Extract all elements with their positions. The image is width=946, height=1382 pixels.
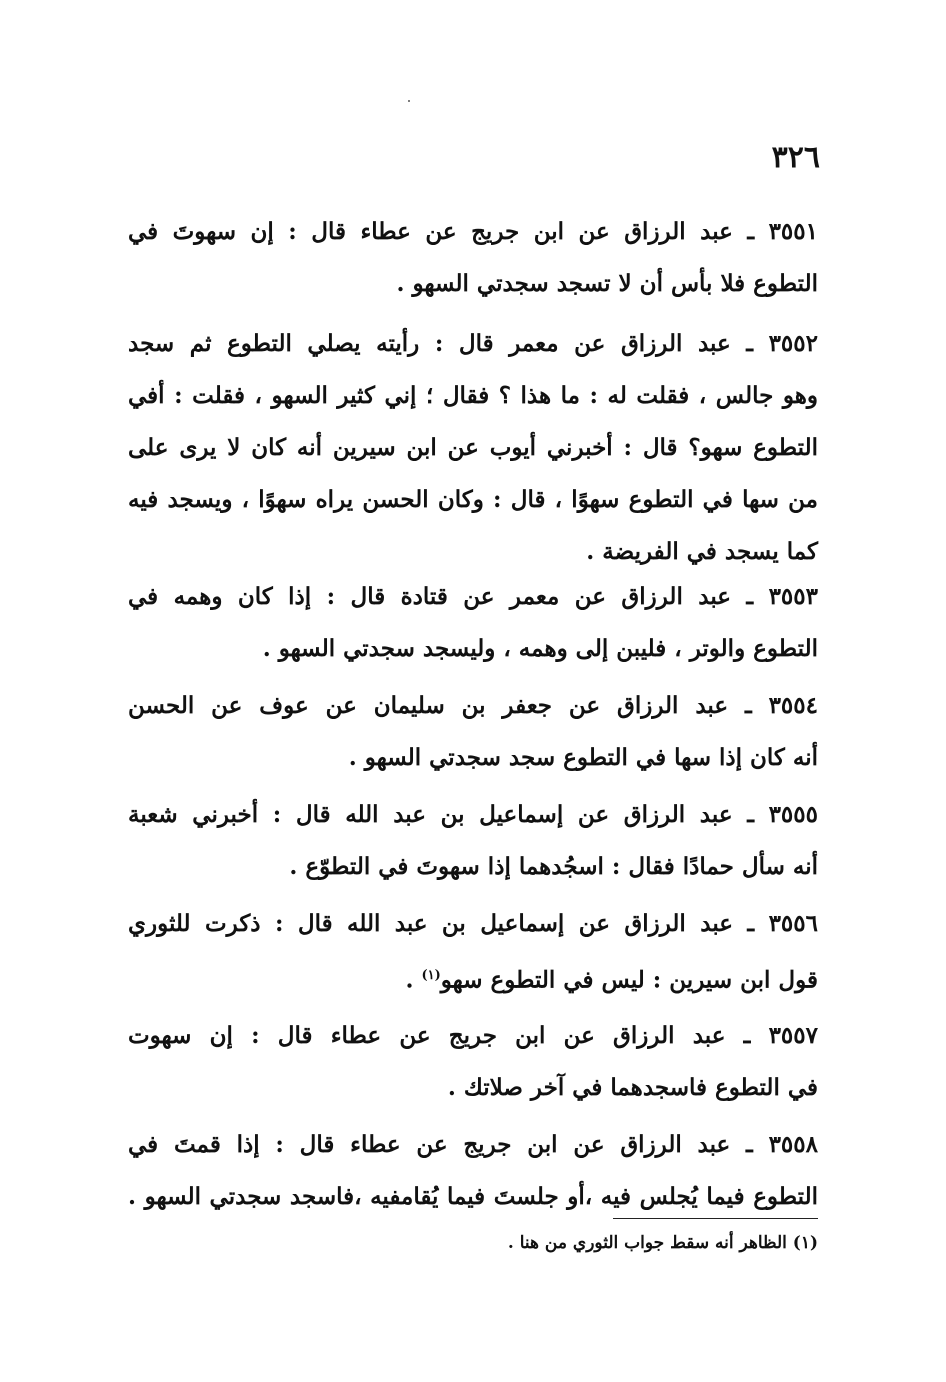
entry-line: كما يسجد في الفريضة . [586,538,818,565]
hadith-entry-3553 [128,571,818,675]
scan-speck [408,100,410,102]
entry-line-with-footnote [128,950,818,1007]
entry-line: ٣٥٥٥ ـ عبد الرزاق عن إسماعيل بن عبد الله قال : أخبرني شعبة [128,801,818,828]
entry-line: ٣٥٥٣ ـ عبد الرزاق عن معمر عن قتادة قال : إذا كان وهمه في [128,583,818,610]
hadith-entry-3558 [128,1119,818,1223]
entry-line: التطوع فيما يُجلس فيه ،أو جلستَ فيما يُقامفيه ،فاسجد سجدتي السهو . [128,1183,818,1210]
entry-line: ٣٥٥٧ ـ عبد الرزاق عن ابن جريج عن عطاء قال : إن سهوت [128,1022,818,1049]
hadith-entry-3555 [128,789,818,893]
footnote-marker: (١) [421,968,441,983]
entry-line: التطوع فلا بأس أن لا تسجد سجدتي السهو . [396,270,818,297]
entry-line: ٣٥٥٦ ـ عبد الرزاق عن إسماعيل بن عبد الله قال : ذكرت للثوري [128,910,818,937]
hadith-entry-3552 [128,318,818,578]
entry-line: أنه سأل حمادًا فقال : اسجُدهما إذا سهوتَ في التطوّع . [289,853,818,880]
entry-line-tail: . [405,966,422,994]
entry-line: ٣٥٥٢ ـ عبد الرزاق عن معمر قال : رأيته يصلي التطوع ثم سجد [128,330,818,357]
hadith-entry-3554 [128,680,818,784]
hadith-entry-3557 [128,1010,818,1114]
hadith-entry-3556 [128,898,818,1007]
footnote: (١) الظاهر أنه سقط جواب الثوري من هنا . [507,1233,818,1253]
entry-line: أنه كان إذا سها في التطوع سجد سجدتي السهو . [348,744,818,771]
entry-line: وهو جالس ، فقلت له : ما هذا ؟ فقال ؛ إني كثير السهو ، فقلت : أفي [128,382,818,409]
footnote-separator [613,1218,818,1219]
entry-line-text: قول ابن سيرين : ليس في التطوع سهو [440,966,818,994]
entry-line: ٣٥٥٨ ـ عبد الرزاق عن ابن جريج عن عطاء قال : إذا قمتَ في [128,1131,818,1158]
entry-line: التطوع والوتر ، فليبن إلى وهمه ، وليسجد سجدتي السهو . [262,635,818,662]
hadith-entry-3551 [128,206,818,310]
entry-line: ٣٥٥٤ ـ عبد الرزاق عن جعفر بن سليمان عن عوف عن الحسن [128,692,818,719]
entry-line: في التطوع فاسجدهما في آخر صلاتك . [447,1074,818,1101]
entry-line: التطوع سهو؟ قال : أخبرني أيوب عن ابن سيرين أنه كان لا يرى على [128,434,818,461]
entry-line: ٣٥٥١ ـ عبد الرزاق عن ابن جريج عن عطاء قال : إن سهوتَ في [128,218,818,245]
page-number: ٣٢٦ [771,140,820,175]
entry-line: من سها في التطوع سهوًا ، قال : وكان الحسن يراه سهوًا ، ويسجد فيه [128,486,818,513]
